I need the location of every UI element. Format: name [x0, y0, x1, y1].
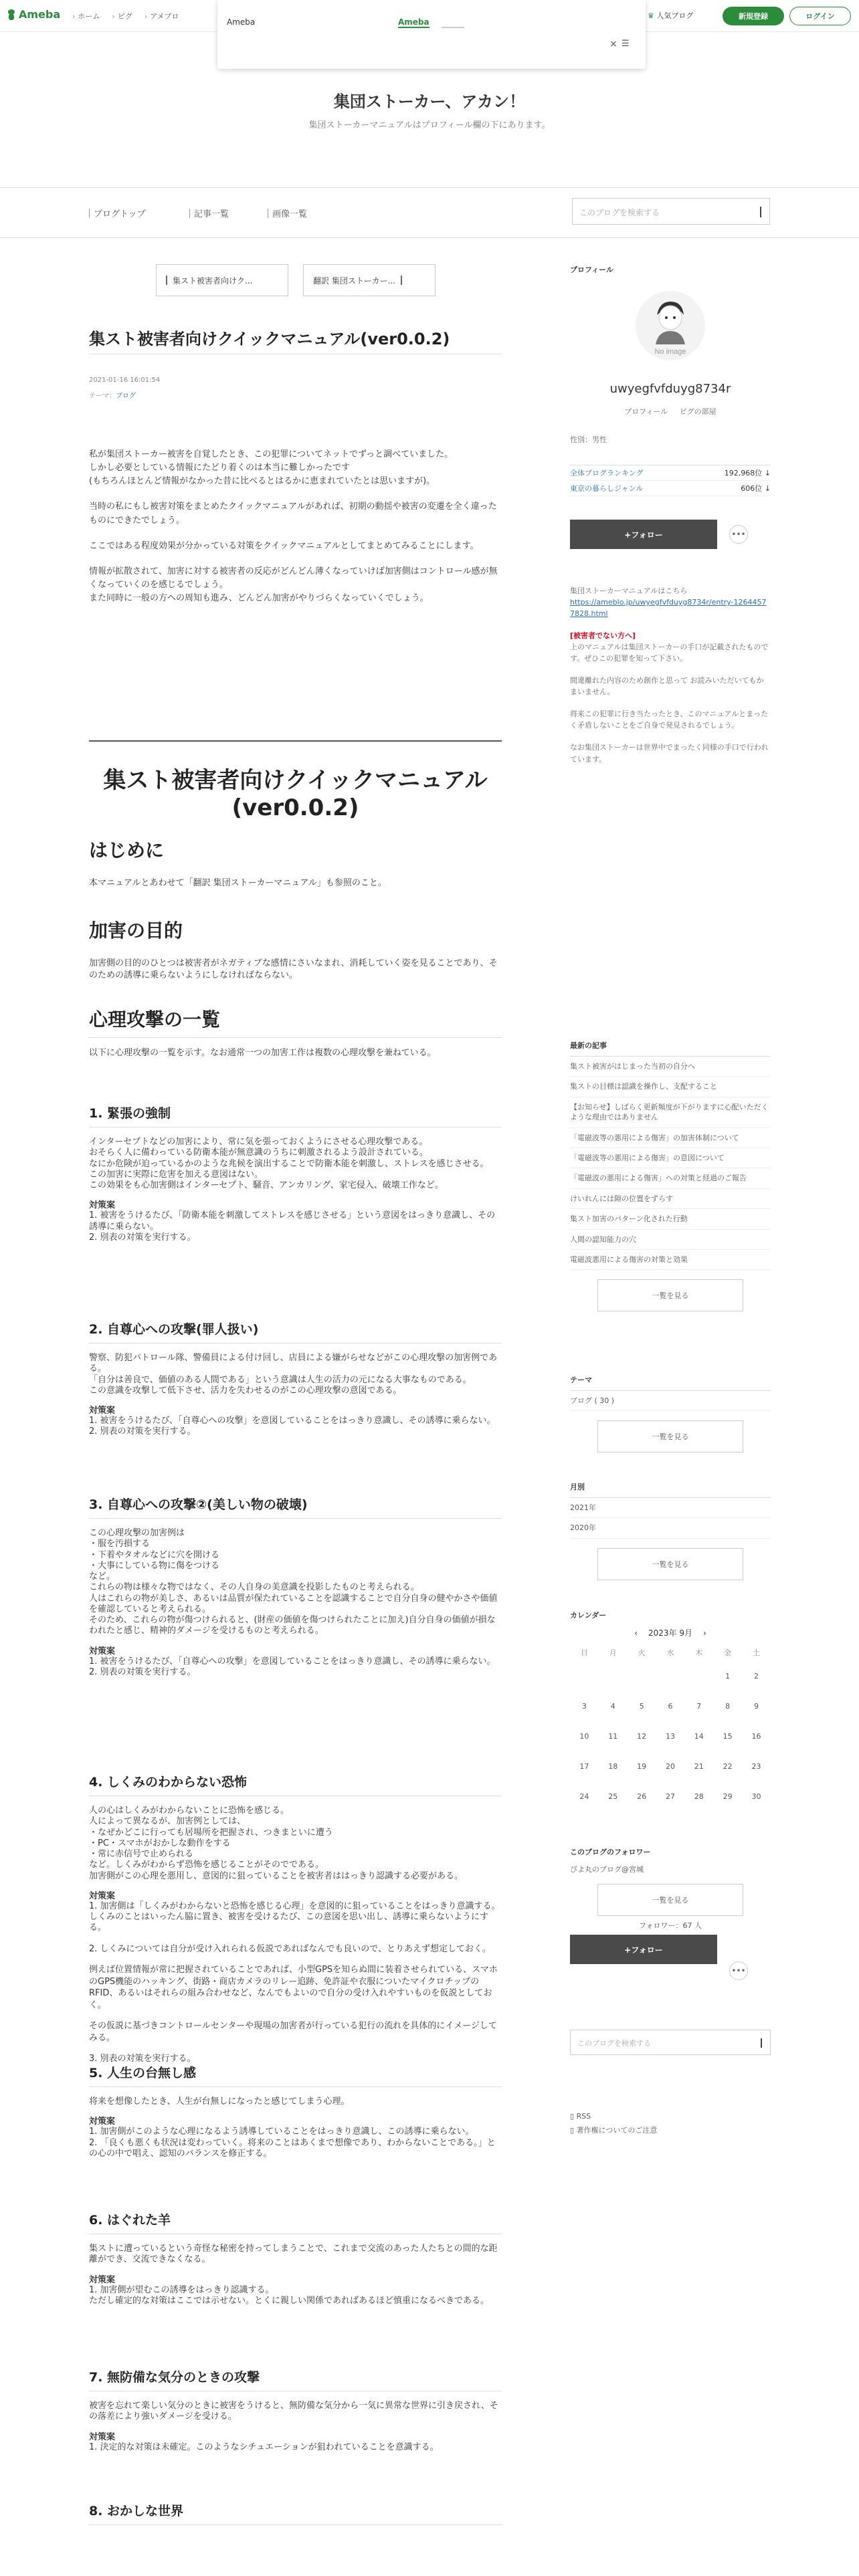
desc-text: なお集団ストーカーは世界中でまったく同様の手口で行われています。	[570, 743, 769, 764]
intro-paragraph: ここではある程度効果が分かっている対策をクイックマニュアルとしてまとめてみることにします。	[89, 540, 479, 551]
subheading: 8. おかしな世界	[89, 2501, 502, 2525]
blog-search-input[interactable]	[572, 198, 770, 225]
chevron-right-icon[interactable]: ›	[703, 1628, 706, 1638]
measure-body: 1. 加害側は「しくみがわからないと恐怖を感じる心理」を意図的に狙っていることをはっきり意識する。 しくみのことはいったん脇に置き、被害を受けるたび、この意図を思い出し、誘導に乗らないようにする。	[89, 1901, 500, 1933]
month-block	[570, 1481, 771, 1580]
recent-entry-link[interactable]: 人間の認知能力の穴	[570, 1230, 771, 1250]
global-nav-home[interactable]: › ホーム	[72, 11, 100, 21]
section-7	[89, 2367, 502, 2453]
measure-body: 1. 加害側がこのような心理になるよう誘導していることをはっきり意識し、この誘導に乗らない。 2. 「良くも悪くも状況は変わっていく。将来のことはあくまで想像であり、わからないことである。」との心の中で唱え、認知のバランスを修正する。	[89, 2127, 496, 2159]
calendar-day: 24	[579, 1792, 589, 1801]
calendar-day	[628, 1661, 656, 1691]
measure-body: 1. 被害をうけるたび、「防衛本能を刺激してストレスを感じさせる」という意図をはっきり意識し、その誘導に乗らない。 2. 別表の対策を実行する。	[89, 1210, 496, 1243]
logo-text: Ameba	[19, 8, 61, 21]
calendar	[570, 1610, 771, 1812]
recent-entry-link[interactable]: 集ストの目標は認識を操作し、支配すること	[570, 1077, 771, 1097]
username[interactable]: uwyegfvfduyg8734r	[609, 382, 731, 396]
calendar-day: 19	[637, 1762, 647, 1771]
section-body: この心理攻撃の加害例は ・服を汚損する ・下着やタオルなどに穴を開ける ・大事にしている物に傷をつける など。 これらの物は様々な物ではなく、その人自身の美意識を投影したものと考えられる。 人はこれらの物が美しさ、あるいは品質が保たれていることを認識することで自分自身の健やかさや価値を確認していると考えられる。 そのため、これらの物が傷つけられると、(財産の価値を傷つけられたことに加え)自分自身の価値が損なわれたと感じ、精神的ダメージを受けるものと考えられる。	[89, 1528, 498, 1636]
copyright-label: 著作権についてのご注意	[576, 2125, 658, 2135]
intro-paragraph: 私が集団ストーカー被害を自覚したとき、この犯罪についてネットでずっと調べていました。 しかし必要としている情報にたどり着くのは本当に難しかったです (もちろんほとんど情報がなかった昔に比べるとはるかに恵まれていたとは思いますが)。	[89, 449, 454, 487]
paragraph: その仮説に基づきコントロールセンターや現場の加害者が行っている犯行の流れを具体的にイメージしてみる。	[89, 2021, 497, 2043]
follower-name[interactable]: ぴよ丸のブログ@宮城	[570, 1865, 644, 1874]
calendar-day: 5	[639, 1702, 644, 1711]
month-item[interactable]: 2020年	[570, 1518, 771, 1538]
section-body: 集ストに遭っているという奇怪な秘密を持ってしまうことで、これまで交流のあった人たちとの間的な距離ができ、交流できなくなる。	[89, 2244, 498, 2265]
ranking-value: 192,968位 ↓	[724, 469, 771, 477]
calendar-day: 6	[668, 1702, 673, 1711]
recent-entry-link[interactable]: 集スト加害のパターン化された行動	[570, 1209, 771, 1229]
measure-label: 対策案	[89, 2432, 116, 2442]
subheading: 4. しくみのわからない恐怖	[89, 1772, 502, 1796]
theme-link[interactable]: ブログ	[116, 393, 136, 400]
ranking-row	[570, 465, 771, 481]
desc-text	[570, 585, 771, 619]
measure-body: 1. 被害をうけるたび、「自尊心への攻撃」を意図していることをはっきり意識し、その誘導に乗らない。 2. 別表の対策を実行する。	[89, 1656, 496, 1677]
calendar-day: 1	[725, 1672, 731, 1681]
tag-buttons	[156, 264, 436, 296]
calendar-day: 23	[751, 1762, 761, 1771]
measure-body: 1. 被害をうけるたび、「自尊心への攻撃」を意図していることをはっきり意識し、その誘導に乗らない。 2. 別表の対策を実行する。	[89, 1416, 496, 1437]
theme-item[interactable]: ブログ ( 30 )	[570, 1391, 771, 1411]
ranking-row	[570, 481, 771, 496]
recent-entry-link[interactable]: 【お知らせ】しばらく更新頻度が下がりますに心配いただくような理由ではありません	[570, 1097, 771, 1128]
ranking-label[interactable]: 全体ブログランキング	[570, 469, 644, 477]
desc-text: 間違離れた内容のため創作と思って お読みいただいてもかまいません。	[570, 676, 764, 697]
measure-label: 対策案	[89, 1891, 116, 1901]
entry-title[interactable]: 集スト被害者向けクイックマニュアル(ver0.0.2)	[89, 330, 450, 348]
search-placeholder: このブログを検索する	[577, 2039, 651, 2048]
avatar[interactable]	[636, 291, 705, 360]
section-body: 人の心はしくみがわからないことに恐怖を感じる。 人によって異なるが、加害例としては、 ・なぜかどこに行っても居場所を把握され、つきまといに遭う ・PC・スマホがおかしな動作をする ・常に赤信号で止められる など。しくみがわからず恐怖を感じることがそのでである。 加害側がこの心理を悪用し、意図的に狙っていることを被害者ははっきり認識する必要がある。	[89, 1806, 464, 1881]
global-nav-ameblo[interactable]: › アメブロ	[145, 11, 179, 21]
calendar-month: 2023年 9月	[648, 1628, 692, 1638]
search-placeholder: このブログを検索する	[579, 208, 660, 217]
calendar-grid	[570, 1644, 771, 1812]
popup-ameba-text: Ameba	[227, 17, 256, 27]
calendar-dow: 木	[695, 1648, 703, 1657]
calendar-day: 9	[754, 1702, 759, 1711]
ameba-logo-icon	[7, 9, 16, 21]
paragraph: 以下に心理攻撃の一覧を示す。なお通常一つの加害工作は複数の心理攻撃を兼ねている。	[89, 1048, 436, 1058]
theme-label: テーマ：	[89, 393, 116, 400]
nav-blog-top-label: ブログトップ	[94, 209, 146, 219]
section-4	[89, 1772, 502, 2065]
recent-entry-link[interactable]: 電磁波悪用による傷害の対策と効果	[570, 1250, 771, 1270]
section-6	[89, 2210, 502, 2306]
sidebar-search-input[interactable]	[570, 2030, 771, 2055]
sidebar-footer	[570, 2110, 657, 2138]
calendar-day: 13	[665, 1732, 675, 1741]
paragraph: 本マニュアルとあわせて「翻訳 集団ストーカーマニュアル」も参照のこと。	[89, 878, 387, 888]
nav-image-list[interactable]	[268, 207, 307, 219]
warning-label: [被害者でない方へ]	[570, 631, 636, 641]
recent-entry-link[interactable]: 「電磁波等の悪用による傷害」の意図について	[570, 1148, 771, 1168]
desc-line: 上のマニュアルは集団ストーカーの手口が記載されたものです。ぜひこの犯罪を知って下さい。	[570, 643, 769, 663]
subheading: 5. 人生の台無し感	[89, 2063, 502, 2087]
ranking-value: 606位 ↓	[741, 484, 771, 493]
calendar-dow: 月	[609, 1648, 617, 1657]
calendar-dow: 金	[724, 1648, 732, 1657]
login-button[interactable]: ログイン	[789, 7, 851, 25]
heading: はじめに	[89, 839, 165, 861]
followers-block	[570, 1846, 771, 1975]
follower-count: フォロワー：67 人	[639, 1921, 702, 1930]
copyright-link[interactable]	[570, 2124, 657, 2138]
calendar-day: 30	[751, 1792, 761, 1801]
prev-entry-button[interactable]	[156, 264, 288, 296]
section-body: インターセプトなどの加害により、常に気を張っておくようにさせる心理攻撃である。 おそらく人に備わっている防衛本能が無意識のうちに刺激されるよう設計されている。 なにか危険が迫っているかのような兆候を演出することで防衛本能を刺激し、ストレスを感じさせる。 この加害に実際に危害を加える意図はない。 この効果をも心加害側はインターセプト、騒音、アンカリング、家宅侵入、破壊工作など。	[89, 1137, 489, 1190]
calendar-day: 4	[610, 1702, 615, 1711]
ranking-list	[570, 465, 771, 496]
manual-link[interactable]: https://ameblo.jp/uwyegfvfduyg8734r/entry-12644577828.html	[570, 598, 767, 619]
nav-image-list-label: 画像一覧	[272, 209, 308, 219]
gender: 性別：男性	[570, 435, 607, 444]
month-item[interactable]: 2021年	[570, 1498, 771, 1518]
theme-more-button[interactable]: 一覧を見る	[597, 1420, 743, 1453]
calendar-day: 27	[665, 1792, 675, 1801]
calendar-heading: カレンダー	[570, 1611, 607, 1620]
measure-body: 1. 加害側が望むこの誘導をはっきり認識する。 ただし確定的な対策はここでは示せない。とくに親しい関係であればあるほど慎重になるべきである。	[89, 2284, 490, 2306]
calendar-day	[570, 1661, 599, 1691]
global-nav-pigg[interactable]: › ピグ	[112, 11, 132, 21]
calendar-dow: 日	[580, 1648, 588, 1657]
recent-entry-link[interactable]: 「電磁波の悪用による傷害」への対策と経過のご報告	[570, 1168, 771, 1188]
global-nav	[72, 11, 179, 21]
paragraph: 3. 別表の対策を実行する。	[89, 2054, 196, 2064]
calendar-day: 21	[694, 1762, 704, 1771]
calendar-day: 28	[694, 1792, 704, 1801]
theme-heading: テーマ	[570, 1374, 771, 1391]
heading: 心理攻撃の一覧	[89, 1005, 502, 1038]
calendar-day: 11	[608, 1732, 618, 1741]
nav-entry-list-label: 記事一覧	[194, 209, 229, 219]
more-options-icon[interactable]: •••	[729, 1961, 748, 1980]
header-popup	[217, 0, 646, 69]
popular-blog-label: 人気ブログ	[656, 11, 694, 20]
recent-entries	[570, 1040, 771, 1311]
profile-links	[570, 406, 771, 417]
calendar-day: 22	[723, 1762, 733, 1771]
subheading: 7. 無防備な気分のときの攻撃	[89, 2367, 502, 2391]
calendar-dow: 火	[638, 1648, 646, 1657]
next-entry-button[interactable]	[303, 264, 436, 296]
nav-entry-list[interactable]	[189, 207, 229, 219]
nav-blog-top[interactable]	[89, 207, 146, 219]
chevron-right-icon	[401, 276, 402, 285]
section-2	[89, 1319, 502, 1438]
subheading: 1. 緊張の強制	[89, 1103, 502, 1128]
search-icon[interactable]	[760, 207, 761, 217]
calendar-day	[656, 1661, 685, 1691]
measure-label: 対策案	[89, 1406, 116, 1416]
section-1	[89, 1103, 502, 1243]
rss-label: RSS	[576, 2112, 591, 2121]
measure-label: 対策案	[89, 1646, 116, 1656]
popup-tab-active[interactable]: Ameba	[398, 17, 430, 27]
calendar-day: 10	[579, 1732, 589, 1741]
measure-label: 対策案	[89, 2117, 116, 2127]
follow-button-bottom[interactable]: +フォロー	[570, 1935, 717, 1964]
menu-icon[interactable]: ☰	[622, 39, 630, 49]
calendar-day: 20	[665, 1762, 675, 1771]
ameba-logo[interactable]	[7, 8, 60, 21]
intro-paragraph: 情報が拡散されて、加害に対する被害者の反応がどんどん薄くなっていけば加害側はコントロール感が無くなっていくのを感じるでしょう。 また同時に一般の方への周知も進み、どんどん加害がやりづらくなっていくでしょう。	[89, 566, 498, 604]
intro-paragraph: 当時の私にもし被害対策をまとめたクイックマニュアルがあれば、初期の動揺や被害の変遷を全く違ったものにできたでしょう。	[89, 502, 497, 526]
subheading: 2. 自尊心への攻撃(罪人扱い)	[89, 1319, 502, 1344]
section-attack-list	[89, 1005, 502, 1059]
prev-entry-label: 集スト被害者向けク...	[173, 276, 253, 286]
popup-tab-inactive[interactable]	[442, 17, 464, 28]
desc-line: 集団ストーカーマニュアルはこちら	[570, 586, 688, 595]
calendar-day: 26	[637, 1792, 647, 1801]
month-more-button[interactable]: 一覧を見る	[597, 1548, 743, 1580]
divider-thick	[89, 740, 502, 742]
profile-heading: プロフィール	[570, 265, 613, 274]
calendar-dow: 水	[666, 1648, 674, 1657]
chevron-left-icon[interactable]: ‹	[634, 1628, 638, 1638]
recent-entry-link[interactable]: 「電磁波等の悪用による傷害」の加害体制について	[570, 1128, 771, 1148]
popular-blog-link[interactable]	[648, 10, 693, 21]
more-options-icon[interactable]: •••	[729, 525, 748, 544]
calendar-day: 7	[696, 1702, 702, 1711]
calendar-day: 2	[754, 1672, 759, 1681]
manual-title: 集スト被害者向けクイックマニュアル(ver0.0.2)	[103, 767, 488, 821]
measure-label: 対策案	[89, 2274, 116, 2285]
entry-intro	[89, 448, 502, 617]
nav-bar-icon	[189, 209, 190, 218]
document-icon: ▯	[570, 2125, 575, 2135]
recent-heading: 最新の記事	[570, 1040, 771, 1057]
section-body: 将来を想像したとき、人生が台無しになったと感じてしまう心理。	[89, 2097, 350, 2107]
calendar-day: 18	[608, 1762, 618, 1771]
next-entry-label: 翻訳 集団ストーカー...	[313, 276, 396, 286]
section-purpose	[89, 916, 502, 981]
profile-link[interactable]: プロフィール	[624, 407, 668, 416]
nav-bar-icon	[89, 209, 90, 218]
blog-subtitle: 集団ストーカーマニュアルはプロフィール欄の下にあります。	[308, 120, 551, 130]
section-body: 警察、防犯パトロール隊、警備員による付け回し、店員による嫌がらせなどがこの心理攻撃の加害例である。 「自分は善良で、価値のある人間である」という意識は人生の活力の元になる大事なものである。 この意識を攻撃して低下させ、活力を失わせるのがこの心理攻撃の意図である。	[89, 1353, 498, 1396]
pig-room-link[interactable]: ピグの部屋	[679, 407, 717, 416]
close-icon[interactable]: ×	[609, 39, 617, 49]
measure-label: 対策案	[89, 1200, 116, 1211]
followers-more-button[interactable]: 一覧を見る	[597, 1884, 743, 1916]
subheading: 6. はぐれた羊	[89, 2210, 502, 2234]
recent-entry-link[interactable]: けいれんには隙の位置をずらす	[570, 1189, 771, 1209]
chevron-left-icon	[166, 276, 167, 285]
subheading: 3. 自尊心への攻撃②(美しい物の破壊)	[89, 1495, 502, 1519]
month-heading: 月別	[570, 1481, 771, 1498]
calendar-day: 12	[637, 1732, 647, 1741]
calendar-day: 16	[751, 1732, 761, 1741]
register-button[interactable]: 新規登録	[723, 7, 784, 25]
recent-more-button[interactable]: 一覧を見る	[597, 1279, 743, 1311]
section-8	[89, 2501, 502, 2535]
section-3	[89, 1495, 502, 1678]
calendar-day: 14	[694, 1732, 704, 1741]
calendar-day: 25	[608, 1792, 618, 1801]
calendar-dow: 土	[753, 1648, 761, 1657]
calendar-day: 8	[725, 1702, 731, 1711]
calendar-day: 3	[581, 1702, 587, 1711]
profile-description	[570, 585, 771, 776]
section-intro	[89, 836, 502, 889]
entry-date: 2021-01-16 16:01:54	[89, 377, 161, 384]
section-body: 被害を忘れて楽しい気分のときに被害をうけると、無防備な気分から一気に異常な世界に引き戻され、その落差により強いダメージを受ける。	[89, 2401, 498, 2422]
measure-body: 1. 決定的な対策は未確定。このようなシチュエーションが狙われていることを意識する。	[89, 2442, 439, 2452]
no-image-avatar-icon	[636, 291, 705, 360]
desc-text: 将来この犯罪に行き当たったとき、このマニュアルとまったく矛盾しないことをご自身で発見されるでしょう。	[570, 710, 769, 730]
rss-link[interactable]	[570, 2110, 657, 2124]
rss-icon: ▯	[570, 2112, 575, 2121]
blog-title[interactable]: 集団ストーカー、アカン！	[333, 92, 526, 111]
calendar-day	[599, 1661, 628, 1691]
paragraph: 例えば位置情報が常に把握されていることであれば、小型GPSを知らぬ間に装着させられている、スマホのGPS機能のハッキング、街路・商店カメラのリレー追跡、免許証や衣服についたマイクロチップのRFID、あるいはそれらの組み合わせなど、なんでもよいので自分の受け入れやすいものを仮説としておく。	[89, 1965, 498, 2010]
theme-block	[570, 1374, 771, 1453]
search-icon[interactable]	[761, 2038, 762, 2048]
calendar-nav	[570, 1627, 771, 1638]
avatar-text: No image	[654, 348, 686, 356]
followers-heading: このブログのフォロワー	[570, 1848, 651, 1856]
calendar-day: 15	[723, 1732, 733, 1741]
recent-entry-link[interactable]: 集スト被害がはじまった当初の自分へ	[570, 1057, 771, 1077]
calendar-day	[684, 1661, 713, 1691]
calendar-day: 29	[723, 1792, 733, 1801]
follow-button[interactable]: +フォロー	[570, 520, 717, 549]
sidebar	[570, 264, 771, 2135]
paragraph: 加害側の目的のひとつは被害者がネガティブな感情にさいなまれ、消耗していく姿を見ることであり、そのための誘導に乗らないようにしなければならない。	[89, 958, 498, 980]
desc-text	[570, 630, 771, 664]
crown-icon: ♛	[648, 11, 654, 20]
entry-theme	[89, 390, 136, 400]
heading: 加害の目的	[89, 920, 183, 942]
calendar-day: 17	[579, 1762, 589, 1771]
ranking-label[interactable]: 東京の暮らしジャンル	[570, 484, 644, 493]
section-5	[89, 2063, 502, 2159]
paragraph: 2. しくみについては自分が受け入れられる仮説であればなんでも良いので、とりあえず想定しておく。	[89, 1943, 491, 1954]
